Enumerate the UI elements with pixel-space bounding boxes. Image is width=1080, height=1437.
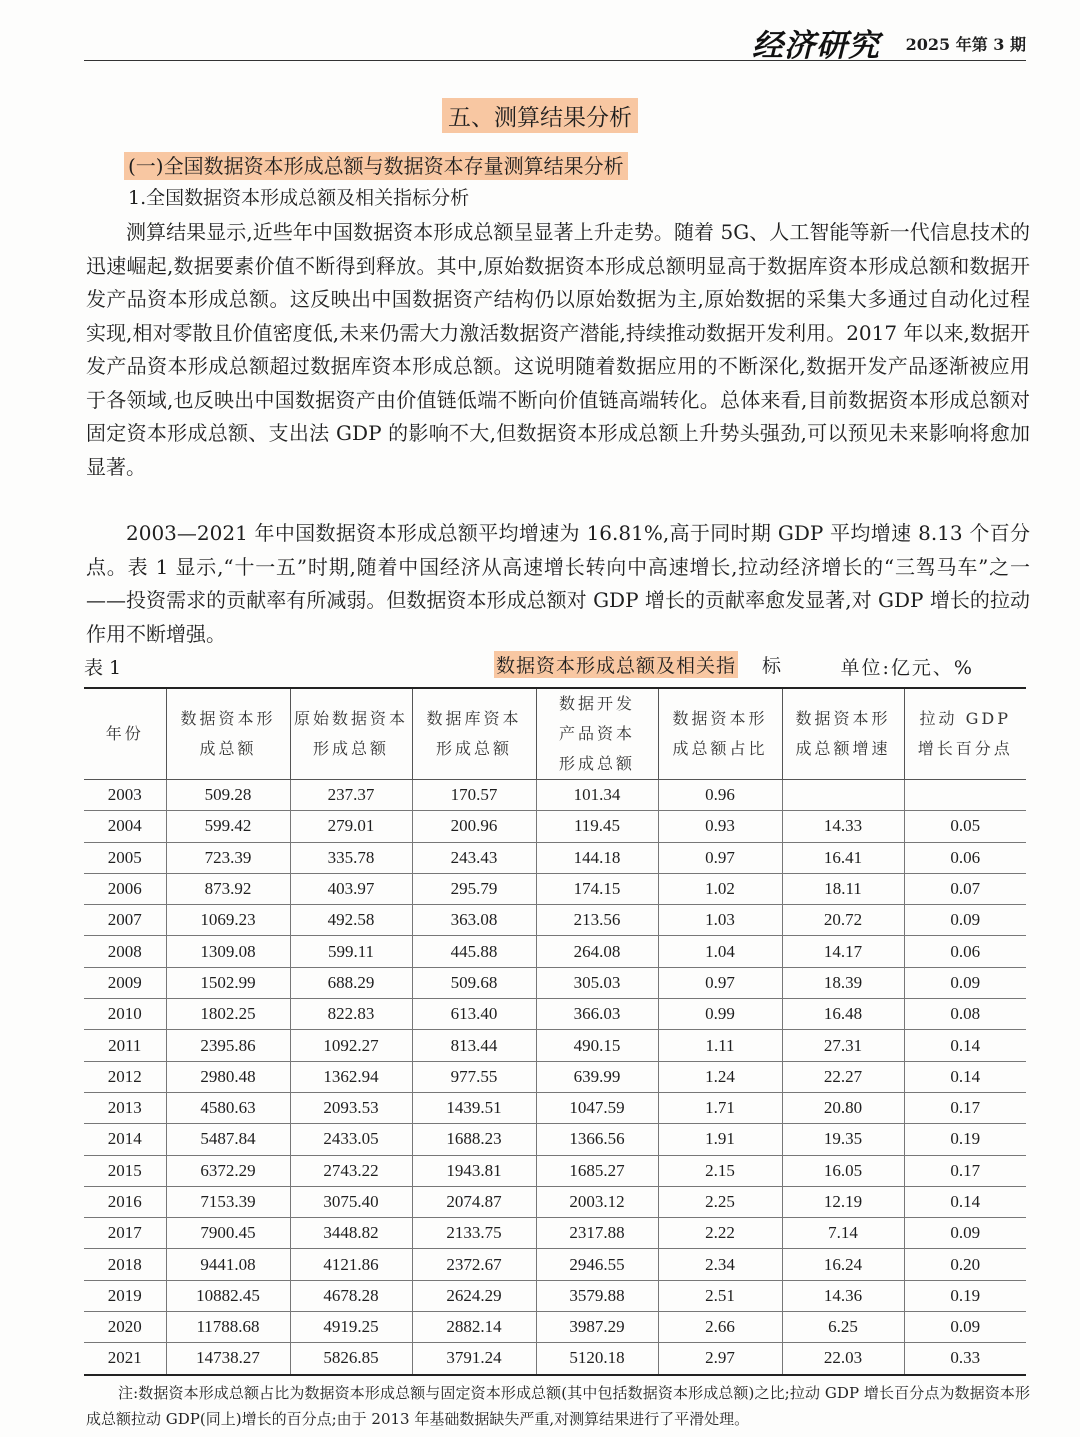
table-cell: 22.03 [782,1343,904,1375]
table-cell: 243.43 [412,842,536,873]
table-cell-year: 2021 [84,1343,166,1375]
table-row [84,1092,1026,1123]
table-cell-year: 2012 [84,1061,166,1092]
section-title-wrap [0,98,1080,133]
table-row [84,811,1026,842]
table-cell-year: 2011 [84,1030,166,1061]
table-cell: 2.25 [658,1186,782,1217]
table-header-cell: 数据资本形 成总额增速 [782,688,904,780]
table-cell-year: 2006 [84,873,166,904]
table-cell: 264.08 [536,936,658,967]
table-cell: 2980.48 [166,1061,290,1092]
table-cell-year: 2014 [84,1124,166,1155]
table-cell: 1502.99 [166,967,290,998]
table-cell: 3075.40 [290,1186,412,1217]
table-cell: 11788.68 [166,1312,290,1343]
table-header-cell: 数据资本形 成总额 [166,688,290,780]
table-cell: 4678.28 [290,1280,412,1311]
table-cell: 2882.14 [412,1312,536,1343]
table-cell: 14738.27 [166,1343,290,1375]
table-cell: 1802.25 [166,999,290,1030]
table-cell: 2372.67 [412,1249,536,1280]
table-cell: 490.15 [536,1030,658,1061]
table-cell: 0.08 [904,999,1026,1030]
table-cell: 1.71 [658,1092,782,1123]
table-cell: 509.68 [412,967,536,998]
table-cell: 1309.08 [166,936,290,967]
table-row [84,873,1026,904]
table-cell: 101.34 [536,780,658,811]
table-cell: 3791.24 [412,1343,536,1375]
table-cell: 0.93 [658,811,782,842]
table-cell: 1.24 [658,1061,782,1092]
table-header-cell: 拉动 GDP 增长百分点 [904,688,1026,780]
table-cell: 0.06 [904,842,1026,873]
paragraph-1: 测算结果显示,近些年中国数据资本形成总额呈显著上升走势。随着 5G、人工智能等新一代信息技术的迅速崛起,数据要素价值不断得到释放。其中,原始数据资本形成总额明显高于数据库资本形成总额和数据开发产品资本形成总额。这反映出中国数据资产结构仍以原始数据为主,原始数据的采集大多通过自动化过程实现,相对零散且价值密度低,未来仍需大力激活数据资产潜能,持续推动数据开发利用。2017 年以来,数据开发产品资本形成总额超过数据库资本形成总额。这说明随着数据应用的不断深化,数据开发产品逐渐被应用于各领域,也反映出中国数据资产由价值链低端不断向价值链高端转化。总体来看,目前数据资本形成总额对固定资本形成总额、支出法 GDP 的影响不大,但数据资本形成总额上升势头强劲,可以预见未来影响将愈加显著。 [86,220,1030,479]
journal-logo: 经济研究 [752,28,880,64]
item-title: 1.全国数据资本形成总额及相关指标分析 [128,187,470,209]
table-cell: 16.24 [782,1249,904,1280]
table-cell: 0.19 [904,1280,1026,1311]
table-cell: 2.97 [658,1343,782,1375]
table-cell: 0.17 [904,1092,1026,1123]
table-cell [904,780,1026,811]
table-cell: 2.66 [658,1312,782,1343]
table-cell: 7900.45 [166,1218,290,1249]
table-cell: 723.39 [166,842,290,873]
table-cell: 27.31 [782,1030,904,1061]
table-cell: 16.48 [782,999,904,1030]
table-cell: 6372.29 [166,1155,290,1186]
table-cell: 0.05 [904,811,1026,842]
table-note: 注:数据资本形成总额占比为数据资本形成总额与固定资本形成总额(其中包括数据资本形成总额)之比;拉动 GDP 增长百分点为数据资本形成总额拉动 GDP(同上)增长的百分点;由于 2013 年基础数据缺失严重,对测算结果进行了平滑处理。 [86,1384,1030,1428]
table-cell: 2.15 [658,1155,782,1186]
table-cell: 445.88 [412,936,536,967]
table-cell: 1047.59 [536,1092,658,1123]
table-cell-year: 2019 [84,1280,166,1311]
table-row [84,999,1026,1030]
table-cell: 1069.23 [166,905,290,936]
table-title: 数据资本形成总额及相关指 [494,651,738,678]
table-cell: 403.97 [290,873,412,904]
table-cell: 873.92 [166,873,290,904]
table-title-tail: 标 [762,655,783,677]
issue-label: 2025 年第 3 期 [905,35,1026,54]
table-row [84,1030,1026,1061]
table-row [84,1312,1026,1343]
table-cell: 1439.51 [412,1092,536,1123]
table-cell: 1.04 [658,936,782,967]
table-number: 表 1 [84,657,122,679]
table-cell: 2.22 [658,1218,782,1249]
table-cell: 0.07 [904,873,1026,904]
table-cell: 12.19 [782,1186,904,1217]
table-cell-year: 2010 [84,999,166,1030]
table-cell: 9441.08 [166,1249,290,1280]
table-cell: 0.14 [904,1061,1026,1092]
table-row [84,842,1026,873]
table-cell: 119.45 [536,811,658,842]
table-cell: 19.35 [782,1124,904,1155]
table-cell: 4121.86 [290,1249,412,1280]
table-cell: 2624.29 [412,1280,536,1311]
table-cell: 1366.56 [536,1124,658,1155]
table-cell: 0.97 [658,967,782,998]
data-table [84,687,1026,1376]
table-cell: 639.99 [536,1061,658,1092]
table-cell: 0.14 [904,1186,1026,1217]
table-row [84,1218,1026,1249]
table-cell-year: 2007 [84,905,166,936]
table-row [84,1155,1026,1186]
table-cell: 1.11 [658,1030,782,1061]
table-cell-year: 2020 [84,1312,166,1343]
table-row [84,905,1026,936]
table-cell: 0.09 [904,1312,1026,1343]
table-row [84,1061,1026,1092]
table-row [84,1186,1026,1217]
table-cell: 14.17 [782,936,904,967]
table-row [84,780,1026,811]
table-cell: 1685.27 [536,1155,658,1186]
table-cell: 1688.23 [412,1124,536,1155]
table-header-row [84,688,1026,780]
table-cell: 1.91 [658,1124,782,1155]
table-cell: 4580.63 [166,1092,290,1123]
table-cell: 2093.53 [290,1092,412,1123]
table-cell: 14.33 [782,811,904,842]
table-cell: 10882.45 [166,1280,290,1311]
table-cell: 305.03 [536,967,658,998]
table-header-cell: 原始数据资本 形成总额 [290,688,412,780]
table-cell-year: 2017 [84,1218,166,1249]
page-header [84,20,1026,64]
table-row [84,1280,1026,1311]
table-row [84,967,1026,998]
table-cell: 2074.87 [412,1186,536,1217]
table-cell: 2743.22 [290,1155,412,1186]
table-cell: 14.36 [782,1280,904,1311]
table-cell: 599.11 [290,936,412,967]
table-cell: 0.96 [658,780,782,811]
table-cell: 3579.88 [536,1280,658,1311]
table-cell: 1.02 [658,873,782,904]
table-cell: 6.25 [782,1312,904,1343]
table-cell: 813.44 [412,1030,536,1061]
table-cell: 5826.85 [290,1343,412,1375]
table-cell: 16.05 [782,1155,904,1186]
table-cell-year: 2009 [84,967,166,998]
table-cell: 2946.55 [536,1249,658,1280]
table-row [84,1124,1026,1155]
table-cell: 0.09 [904,967,1026,998]
table-cell-year: 2016 [84,1186,166,1217]
table-cell: 5120.18 [536,1343,658,1375]
table-cell: 3448.82 [290,1218,412,1249]
table-cell: 18.11 [782,873,904,904]
table-cell-year: 2013 [84,1092,166,1123]
table-cell: 335.78 [290,842,412,873]
table-cell: 2.34 [658,1249,782,1280]
table-header-cell: 年份 [84,688,166,780]
table-cell: 170.57 [412,780,536,811]
table-cell: 3987.29 [536,1312,658,1343]
table-cell: 22.27 [782,1061,904,1092]
table-cell: 0.97 [658,842,782,873]
table-cell: 5487.84 [166,1124,290,1155]
table-cell: 0.09 [904,1218,1026,1249]
table-cell: 4919.25 [290,1312,412,1343]
table-cell: 2003.12 [536,1186,658,1217]
subsection-title: (一)全国数据资本形成总额与数据资本存量测算结果分析 [124,152,628,180]
table-cell: 0.14 [904,1030,1026,1061]
table-row [84,936,1026,967]
table-cell: 366.03 [536,999,658,1030]
table-cell: 0.19 [904,1124,1026,1155]
table-cell-year: 2004 [84,811,166,842]
table-header-cell: 数据资本形 成总额占比 [658,688,782,780]
table-cell: 16.41 [782,842,904,873]
table-cell: 613.40 [412,999,536,1030]
table-cell: 1943.81 [412,1155,536,1186]
table-cell: 509.28 [166,780,290,811]
table-cell: 18.39 [782,967,904,998]
table-cell [782,780,904,811]
table-cell: 1.03 [658,905,782,936]
table-cell: 7153.39 [166,1186,290,1217]
table-cell: 0.99 [658,999,782,1030]
table-cell: 688.29 [290,967,412,998]
table-cell: 822.83 [290,999,412,1030]
table-header-cell: 数据库资本 形成总额 [412,688,536,780]
paragraph-2: 2003—2021 年中国数据资本形成总额平均增速为 16.81%,高于同时期 GDP 平均增速 8.13 个百分点。表 1 显示,“十一五”时期,随着中国经济从高速增长转向中高速增长,拉动经济增长的“三驾马车”之一——投资需求的贡献率有所减弱。但数据资本形成总额对 GDP 增长的贡献率愈发显著,对 GDP 增长的拉动作用不断增强。 [86,521,1030,646]
table-cell: 492.58 [290,905,412,936]
table-cell: 0.17 [904,1155,1026,1186]
table-cell-year: 2018 [84,1249,166,1280]
table-cell: 174.15 [536,873,658,904]
table-row [84,1343,1026,1375]
table-cell: 144.18 [536,842,658,873]
table-caption [84,653,1026,683]
table-cell-year: 2015 [84,1155,166,1186]
table-unit: 单位:亿元、% [840,657,974,679]
table-cell: 0.06 [904,936,1026,967]
table-cell: 0.20 [904,1249,1026,1280]
table-row [84,1249,1026,1280]
table-cell: 200.96 [412,811,536,842]
table-cell-year: 2003 [84,780,166,811]
table-cell: 0.33 [904,1343,1026,1375]
table-cell: 1092.27 [290,1030,412,1061]
table-cell: 977.55 [412,1061,536,1092]
table-cell-year: 2005 [84,842,166,873]
table-cell: 20.72 [782,905,904,936]
table-cell: 2433.05 [290,1124,412,1155]
section-title: 五、测算结果分析 [442,98,638,133]
table-cell: 2317.88 [536,1218,658,1249]
table-cell: 363.08 [412,905,536,936]
table-cell: 7.14 [782,1218,904,1249]
table-cell: 2395.86 [166,1030,290,1061]
table-cell: 279.01 [290,811,412,842]
table-cell: 1362.94 [290,1061,412,1092]
table-cell: 2.51 [658,1280,782,1311]
table-cell: 237.37 [290,780,412,811]
table-cell: 295.79 [412,873,536,904]
table-cell-year: 2008 [84,936,166,967]
table-header-cell: 数据开发 产品资本 形成总额 [536,688,658,780]
table-cell: 20.80 [782,1092,904,1123]
table-cell: 2133.75 [412,1218,536,1249]
table-cell: 213.56 [536,905,658,936]
table-cell: 599.42 [166,811,290,842]
table-cell: 0.09 [904,905,1026,936]
